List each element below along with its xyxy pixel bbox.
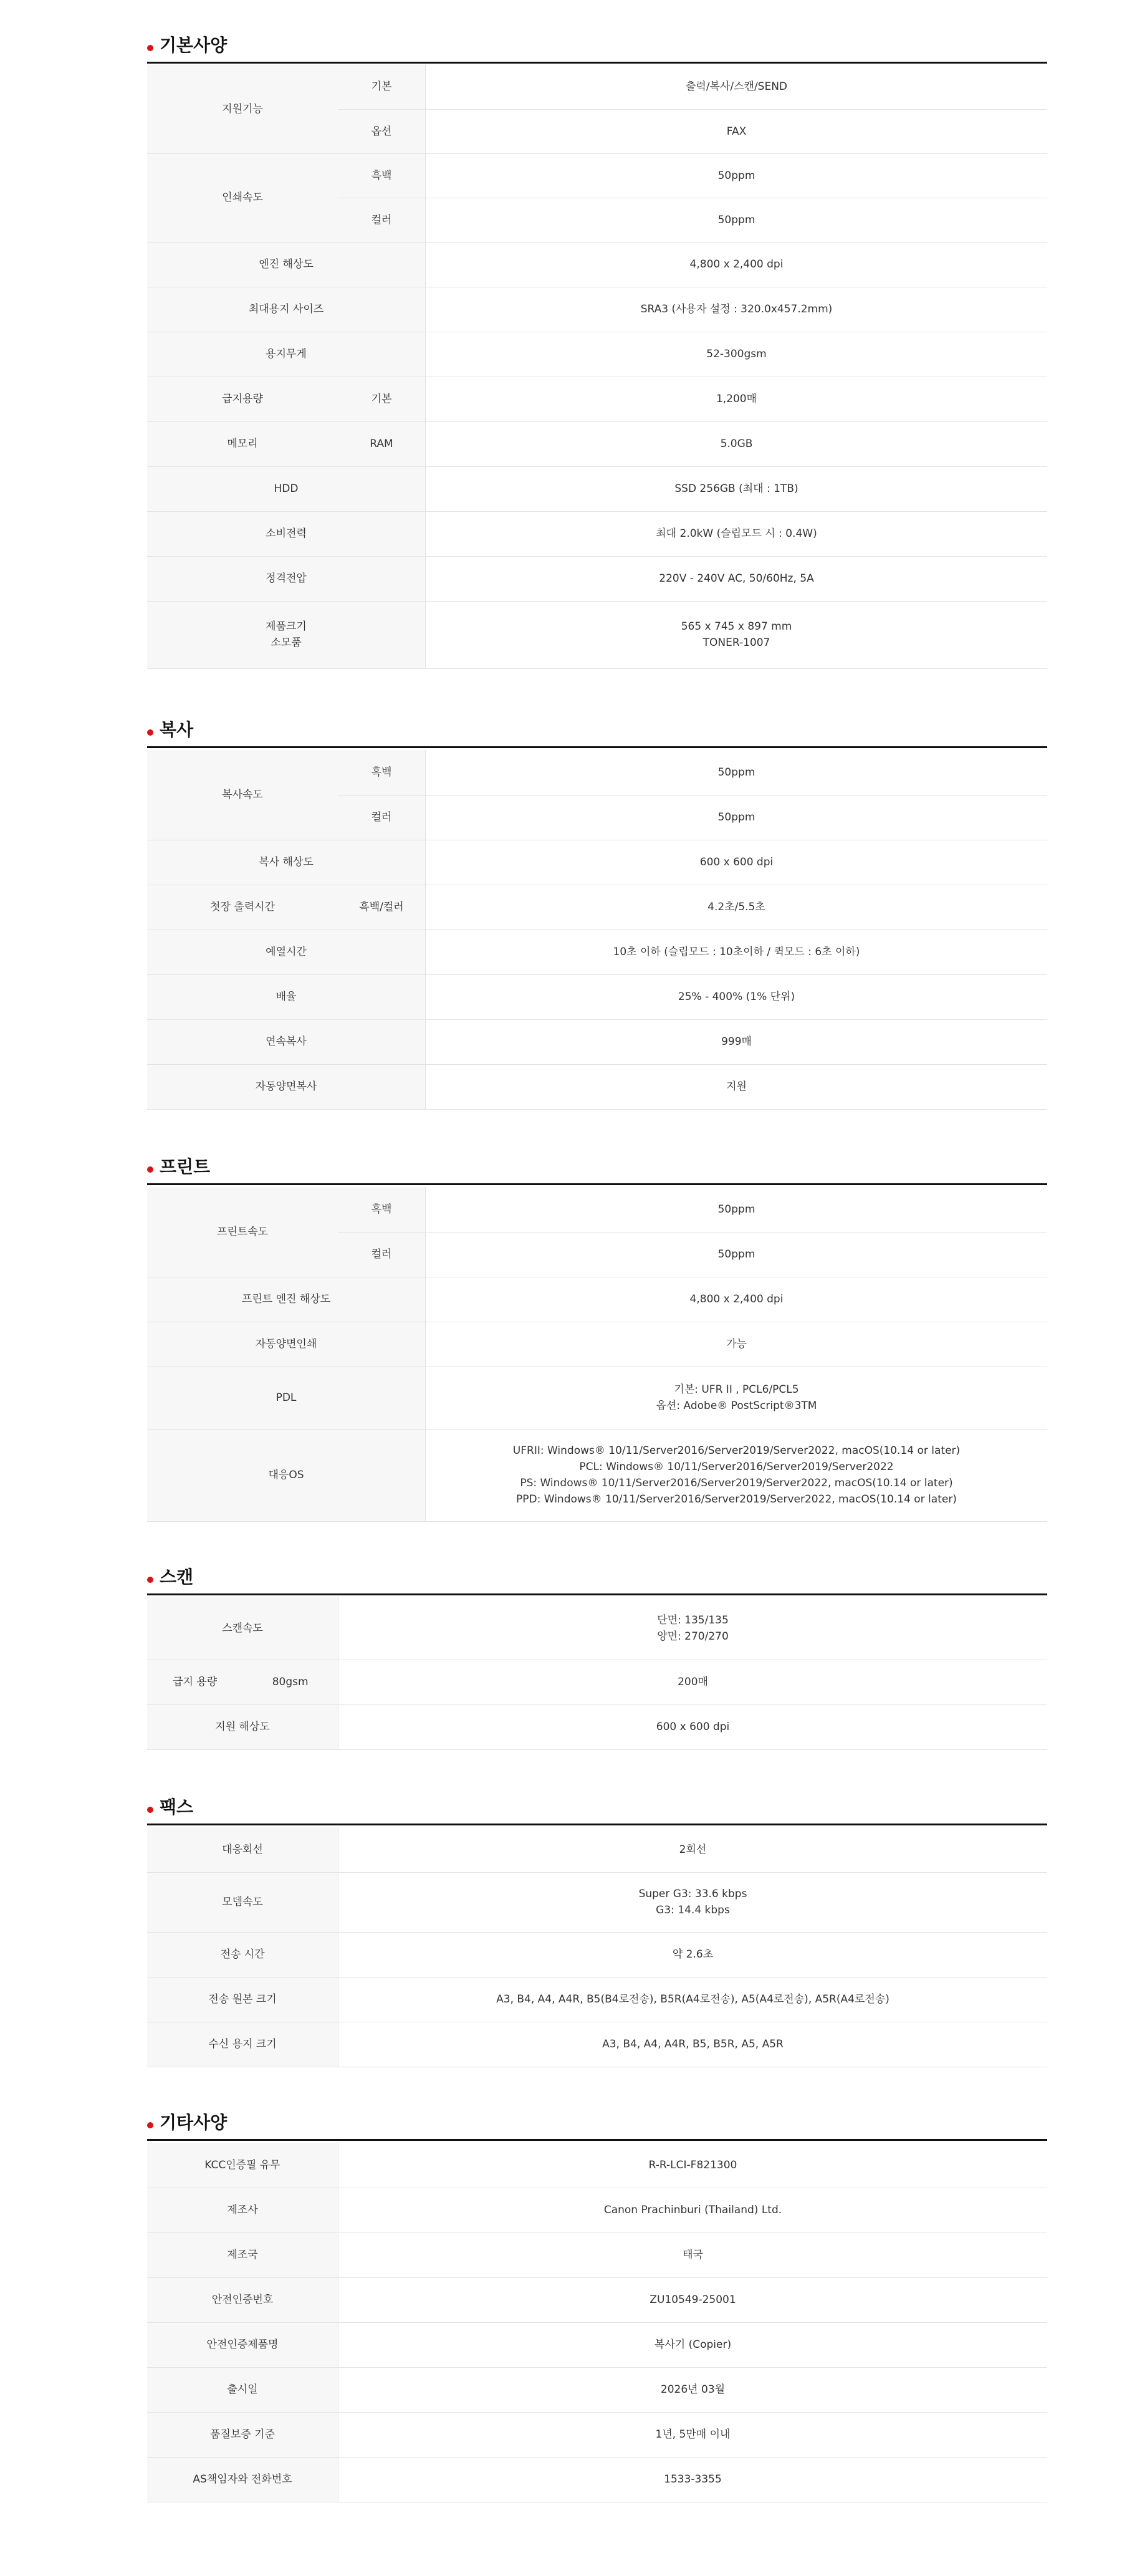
row-value	[426, 601, 1048, 668]
row-value	[426, 1429, 1048, 1521]
row-header: 안전인증제품명	[147, 2322, 338, 2367]
row-value: 600 x 600 dpi	[338, 1704, 1048, 1749]
row-header: 수신 용지 크기	[147, 2022, 338, 2067]
spec-table-copy	[147, 750, 1047, 1110]
table-row	[147, 930, 1047, 974]
row-value: 약 2.6초	[338, 1932, 1048, 1977]
row-header: 인쇄속도	[147, 153, 338, 242]
row-value: 1533-3355	[338, 2457, 1048, 2502]
row-header: 정격전압	[147, 556, 426, 601]
row-header: KCC인증필 유무	[147, 2143, 338, 2188]
table-row	[147, 332, 1047, 377]
row-header: 제조국	[147, 2232, 338, 2277]
table-row	[147, 466, 1047, 511]
table-row	[147, 2457, 1047, 2502]
row-subheader: 옵션	[338, 109, 426, 153]
row-subheader: 기본	[338, 65, 426, 109]
value-line: PCL: Windows® 10/11/Server2016/Server2019/Server2022	[579, 1461, 894, 1473]
row-header-line: 소모품	[271, 637, 302, 649]
table-row	[147, 556, 1047, 601]
spec-table-basic	[147, 65, 1047, 669]
row-value: 220V - 240V AC, 50/60Hz, 5A	[426, 556, 1048, 601]
row-value: 지원	[426, 1064, 1048, 1109]
table-row	[147, 750, 1047, 795]
table-row	[147, 65, 1047, 109]
table-row	[147, 1187, 1047, 1232]
row-value: 25% - 400% (1% 단위)	[426, 974, 1048, 1019]
row-value: 4.2초/5.5초	[426, 885, 1048, 930]
table-row	[147, 1322, 1047, 1367]
row-value: 200매	[338, 1660, 1048, 1704]
row-value: 최대 2.0kW (슬립모드 시 : 0.4W)	[426, 511, 1048, 556]
table-row	[147, 2277, 1047, 2322]
spec-table-other	[147, 2143, 1047, 2502]
row-value: ZU10549-25001	[338, 2277, 1048, 2322]
row-value: A3, B4, A4, A4R, B5(B4로전송), B5R(A4로전송), A5(A4로전송), A5R(A4로전송)	[338, 1977, 1048, 2022]
table-row	[147, 840, 1047, 885]
table-row	[147, 1429, 1047, 1521]
value-line: G3: 14.4 kbps	[656, 1904, 730, 1916]
table-row	[147, 1977, 1047, 2022]
table-row	[147, 2412, 1047, 2457]
row-subheader: 흑백	[338, 750, 426, 795]
row-header: 연속복사	[147, 1019, 426, 1064]
bullet-dot-icon	[147, 729, 153, 736]
section-title-copy	[147, 719, 1047, 748]
row-subheader: 컬러	[338, 198, 426, 242]
section-heading: 스캔	[160, 1567, 194, 1587]
row-value: 1,200매	[426, 377, 1048, 421]
row-value: 2026년 03월	[338, 2367, 1048, 2412]
row-value	[338, 1872, 1048, 1932]
row-header: 소비전력	[147, 511, 426, 556]
row-subheader: 흑백/컬러	[338, 885, 426, 930]
table-row	[147, 511, 1047, 556]
value-line: UFRII: Windows® 10/11/Server2016/Server2019/Server2022, macOS(10.14 or later)	[512, 1444, 961, 1457]
row-value: 50ppm	[426, 153, 1048, 198]
table-row	[147, 153, 1047, 198]
row-header: 예열시간	[147, 930, 426, 974]
table-row	[147, 1277, 1047, 1322]
bullet-dot-icon	[147, 1577, 153, 1583]
row-header: 최대용지 사이즈	[147, 287, 426, 332]
row-header: 급지용량	[147, 377, 338, 421]
table-row	[147, 974, 1047, 1019]
section-heading: 팩스	[160, 1797, 194, 1817]
row-subheader: 흑백	[338, 1187, 426, 1232]
row-value: 50ppm	[426, 750, 1048, 795]
row-header: PDL	[147, 1367, 426, 1429]
row-header: HDD	[147, 466, 426, 511]
row-value: 1년, 5만매 이내	[338, 2412, 1048, 2457]
row-header: 자동양면인쇄	[147, 1322, 426, 1367]
spec-table-print	[147, 1187, 1047, 1522]
bullet-dot-icon	[147, 1166, 153, 1173]
table-row	[147, 1064, 1047, 1109]
value-line: 단면: 135/135	[657, 1613, 729, 1627]
row-value: A3, B4, A4, A4R, B5, B5R, A5, A5R	[338, 2022, 1048, 2067]
table-row	[147, 885, 1047, 930]
section-title-basic	[147, 35, 1047, 64]
table-row	[147, 1597, 1047, 1660]
row-value: 출력/복사/스캔/SEND	[426, 65, 1048, 109]
section-heading: 프린트	[160, 1156, 211, 1177]
row-value: 4,800 x 2,400 dpi	[426, 1277, 1048, 1322]
row-header: 첫장 출력시간	[147, 885, 338, 930]
row-value: 2회선	[338, 1827, 1048, 1872]
row-value: Canon Prachinburi (Thailand) Ltd.	[338, 2188, 1048, 2232]
table-row	[147, 1872, 1047, 1932]
table-row	[147, 1660, 1047, 1704]
row-value: 50ppm	[426, 795, 1048, 840]
row-header: 대응OS	[147, 1429, 426, 1521]
row-value: 태국	[338, 2232, 1048, 2277]
row-value: FAX	[426, 109, 1048, 153]
row-value: 600 x 600 dpi	[426, 840, 1048, 885]
table-row	[147, 1019, 1047, 1064]
row-header: 지원 해상도	[147, 1704, 338, 1749]
value-line: PPD: Windows® 10/11/Server2016/Server2019/Server2022, macOS(10.14 or later)	[516, 1493, 957, 1506]
row-header: 제조사	[147, 2188, 338, 2232]
table-row	[147, 1704, 1047, 1749]
bullet-dot-icon	[147, 45, 153, 51]
row-value: 50ppm	[426, 1232, 1048, 1277]
table-row	[147, 2232, 1047, 2277]
table-row	[147, 421, 1047, 466]
row-subheader: RAM	[338, 421, 426, 466]
row-subheader: 흑백	[338, 153, 426, 198]
value-line: 565 x 745 x 897 mm	[681, 620, 792, 633]
row-header: 프린트 엔진 해상도	[147, 1277, 426, 1322]
row-subheader: 컬러	[338, 795, 426, 840]
row-header: 모뎀속도	[147, 1872, 338, 1932]
value-line: PS: Windows® 10/11/Server2016/Server2019/Server2022, macOS(10.14 or later)	[520, 1477, 953, 1489]
row-header: 배율	[147, 974, 426, 1019]
value-line: Super G3: 33.6 kbps	[638, 1888, 747, 1900]
row-subheader: 컬러	[338, 1232, 426, 1277]
row-value: SRA3 (사용자 설정 : 320.0x457.2mm)	[426, 287, 1048, 332]
row-value: 10초 이하 (슬립모드 : 10초이하 / 퀵모드 : 6초 이하)	[426, 930, 1048, 974]
table-row	[147, 1827, 1047, 1872]
row-value: 999매	[426, 1019, 1048, 1064]
row-header: 용지무게	[147, 332, 426, 377]
section-title-fax	[147, 1797, 1047, 1825]
value-line: 양면: 270/270	[657, 1630, 729, 1643]
row-header: 엔진 해상도	[147, 242, 426, 287]
table-row	[147, 2322, 1047, 2367]
table-row	[147, 242, 1047, 287]
row-value: 4,800 x 2,400 dpi	[426, 242, 1048, 287]
bullet-dot-icon	[147, 2122, 153, 2128]
row-header: 메모리	[147, 421, 338, 466]
table-row	[147, 2143, 1047, 2188]
row-header	[147, 601, 426, 668]
table-row	[147, 287, 1047, 332]
row-value	[426, 1367, 1048, 1429]
row-value: 가능	[426, 1322, 1048, 1367]
section-heading: 복사	[160, 719, 194, 740]
row-value: 5.0GB	[426, 421, 1048, 466]
section-title-other	[147, 2112, 1047, 2141]
row-value: 50ppm	[426, 1187, 1048, 1232]
section-title-scan	[147, 1567, 1047, 1595]
row-header: 복사 해상도	[147, 840, 426, 885]
table-row	[147, 601, 1047, 668]
row-header: 전송 원본 크기	[147, 1977, 338, 2022]
row-header: 출시일	[147, 2367, 338, 2412]
section-heading: 기타사양	[160, 2112, 228, 2133]
row-header: 급지 용량	[147, 1660, 242, 1704]
value-line: TONER-1007	[702, 637, 770, 649]
row-header: 안전인증번호	[147, 2277, 338, 2322]
table-row	[147, 377, 1047, 421]
value-line: 옵션: Adobe® PostScript®3TM	[656, 1400, 817, 1412]
row-header: 프린트속도	[147, 1187, 338, 1277]
table-row	[147, 1367, 1047, 1429]
row-header: 전송 시간	[147, 1932, 338, 1977]
table-row	[147, 2022, 1047, 2067]
section-title-print	[147, 1156, 1047, 1185]
row-header: 대응회선	[147, 1827, 338, 1872]
section-heading: 기본사양	[160, 35, 228, 55]
row-subheader: 80gsm	[242, 1660, 338, 1704]
row-header: 복사속도	[147, 750, 338, 840]
table-row	[147, 1932, 1047, 1977]
row-subheader: 기본	[338, 377, 426, 421]
row-header: 자동양면복사	[147, 1064, 426, 1109]
table-row	[147, 2188, 1047, 2232]
spec-table-scan	[147, 1597, 1047, 1750]
table-row	[147, 2367, 1047, 2412]
bullet-dot-icon	[147, 1807, 153, 1813]
row-header: AS책임자와 전화번호	[147, 2457, 338, 2502]
row-value	[338, 1597, 1048, 1660]
value-line: 기본: UFR II , PCL6/PCL5	[674, 1383, 799, 1396]
row-header: 품질보증 기준	[147, 2412, 338, 2457]
row-value: 50ppm	[426, 198, 1048, 242]
row-header: 스캔속도	[147, 1597, 338, 1660]
row-header-line: 제품크기	[266, 620, 307, 633]
row-header: 지원기능	[147, 65, 338, 153]
row-value: SSD 256GB (최대 : 1TB)	[426, 466, 1048, 511]
spec-table-fax	[147, 1827, 1047, 2067]
row-value: 52-300gsm	[426, 332, 1048, 377]
row-value: 복사기 (Copier)	[338, 2322, 1048, 2367]
row-value: R-R-LCI-F821300	[338, 2143, 1048, 2188]
